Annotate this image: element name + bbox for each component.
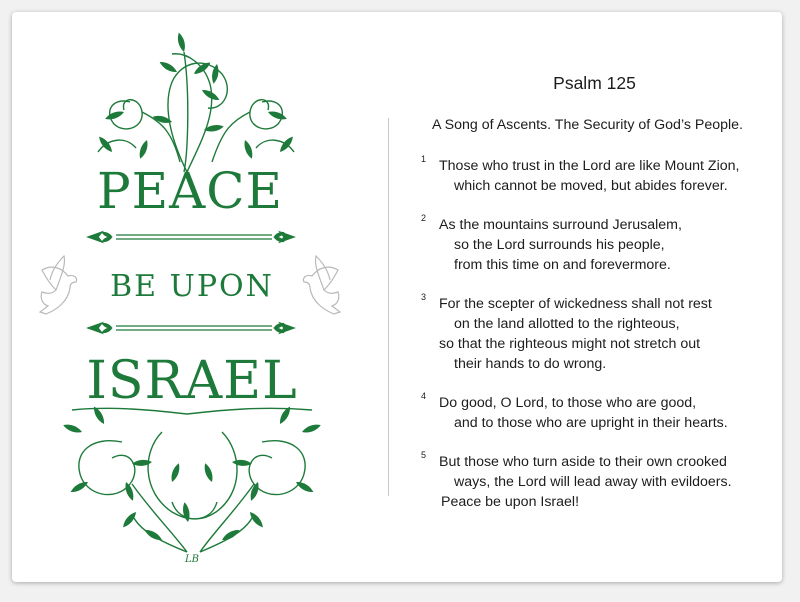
- psalm-title: Psalm 125: [553, 73, 636, 93]
- be-upon-words: BE UPON: [110, 269, 274, 304]
- verse-line: For the scepter of wickedness shall not rest: [439, 296, 712, 312]
- artwork-panel: [12, 12, 390, 582]
- bottom-leaves: [62, 405, 322, 542]
- verse-line: But those who turn aside to their own crooked: [439, 454, 727, 470]
- verse-line: so the Lord surrounds his people,: [454, 237, 665, 253]
- psalm-text-panel: [407, 12, 777, 582]
- israel-word: ISRAEL: [86, 351, 298, 411]
- verse-line: Those who trust in the Lord are like Mount Zion,: [439, 158, 740, 174]
- floral-artwork: [12, 12, 390, 582]
- artist-signature: LB: [185, 554, 199, 565]
- bottom-floral-ornament: [72, 408, 312, 552]
- verse-line: ways, the Lord will lead away with evildoers.: [454, 474, 732, 490]
- verse-line: Peace be upon Israel!: [441, 494, 580, 510]
- verse-number: 4: [421, 391, 427, 401]
- verse-line: and to those who are upright in their hearts.: [454, 415, 728, 431]
- peace-word: PEACE: [96, 162, 284, 220]
- right-dove-icon: [303, 256, 340, 314]
- verse-line: which cannot be moved, but abides forever.: [454, 178, 728, 194]
- lower-arrow-ornaments: [88, 322, 294, 334]
- upper-arrow-ornaments: [88, 231, 294, 243]
- top-floral-ornament: [98, 52, 294, 172]
- left-dove-icon: [40, 256, 77, 314]
- verse-number: 3: [421, 292, 427, 302]
- vertical-divider: [388, 118, 389, 496]
- verse-number: 1: [421, 154, 427, 164]
- verse-number: 5: [421, 450, 427, 460]
- psalm-card: [12, 12, 782, 582]
- verse-line: As the mountains surround Jerusalem,: [439, 217, 682, 233]
- verse-line: on the land allotted to the righteous,: [454, 316, 680, 332]
- verse-line: so that the righteous might not stretch out: [439, 336, 701, 352]
- verse-line: their hands to do wrong.: [454, 356, 607, 372]
- verse-number: 2: [421, 213, 427, 223]
- verse-line: Do good, O Lord, to those who are good,: [439, 395, 697, 411]
- psalm-subtitle: A Song of Ascents. The Security of God’s People.: [432, 117, 744, 133]
- verse-line: from this time on and forevermore.: [454, 257, 671, 273]
